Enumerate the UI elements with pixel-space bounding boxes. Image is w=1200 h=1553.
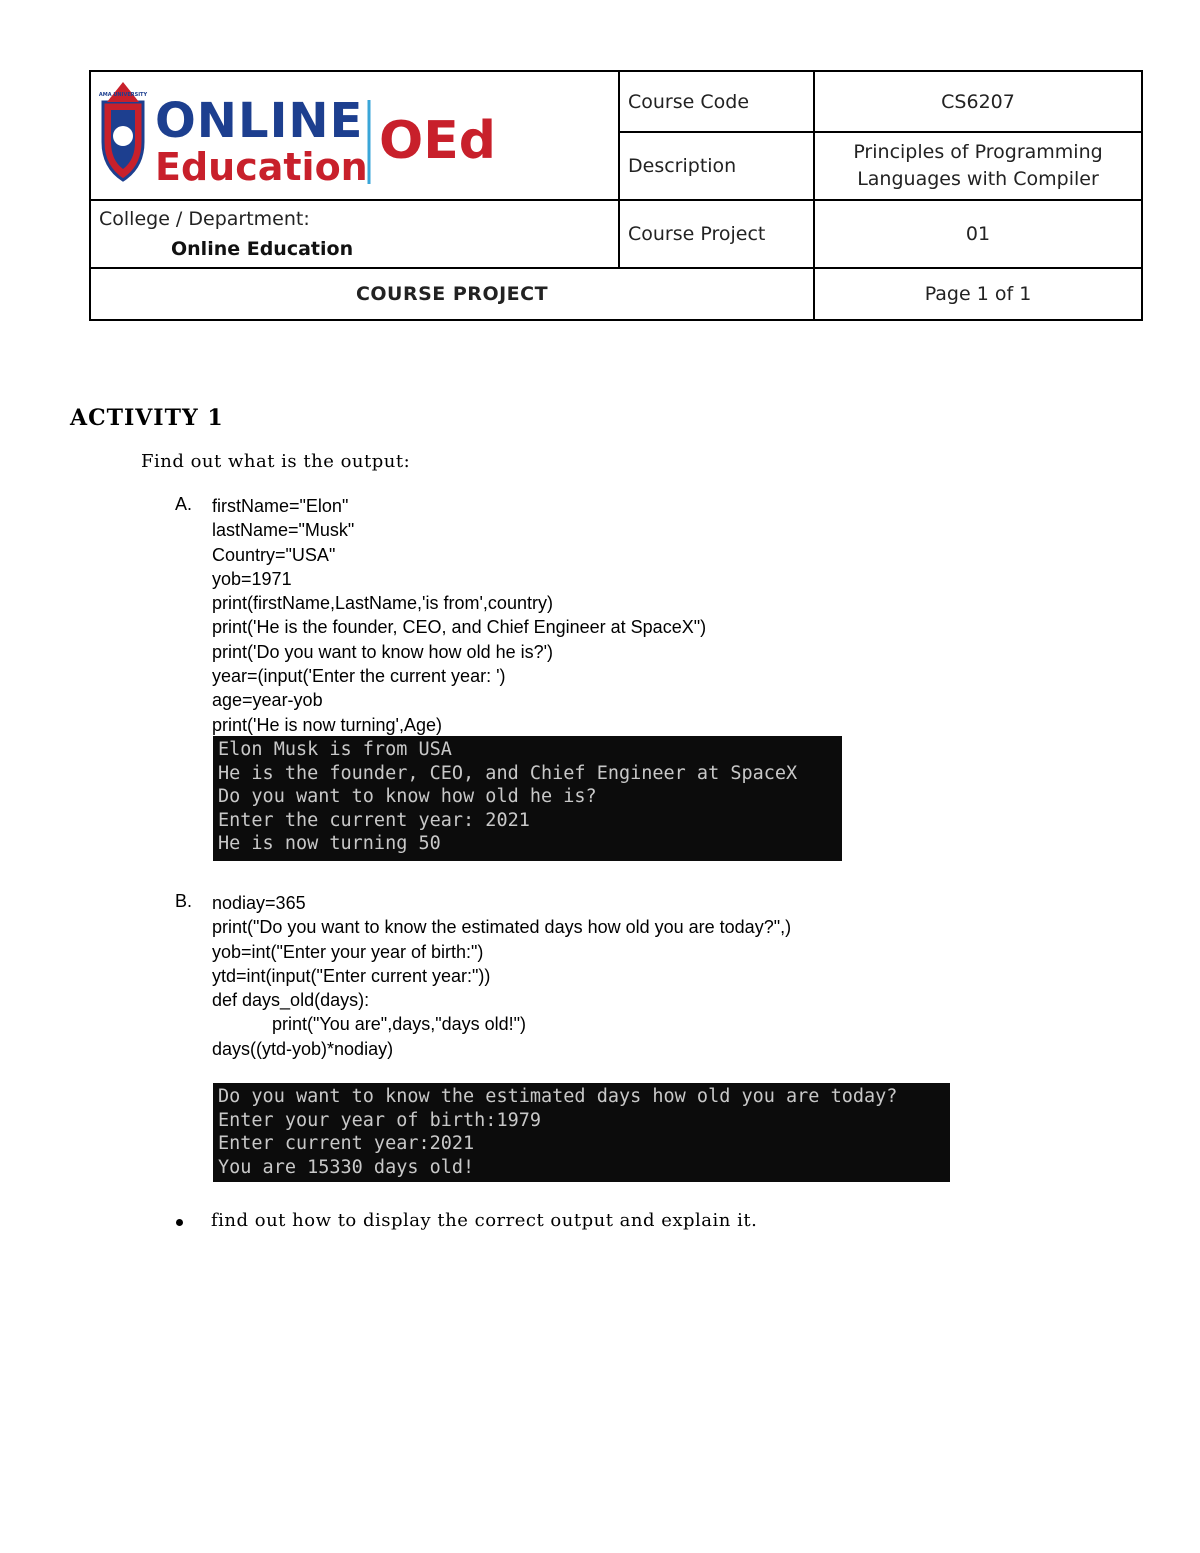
console-line: Enter current year:2021 — [218, 1133, 475, 1154]
console-line: He is now turning 50 — [218, 833, 441, 854]
code-line: year=(input('Enter the current year: ') — [212, 666, 506, 687]
console-line: You are 15330 days old! — [218, 1156, 475, 1178]
item-a-console-output — [213, 736, 842, 861]
code-line: Country="USA" — [212, 544, 336, 565]
code-line: nodiay=365 — [212, 893, 306, 913]
activity-title: ACTIVITY 1 — [70, 405, 224, 431]
code-line: yob=1971 — [212, 568, 292, 589]
course-code-label: Course Code — [619, 71, 814, 132]
console-line: Enter your year of birth:1979 — [218, 1109, 542, 1131]
code-line: yob=int("Enter your year of birth:") — [212, 941, 484, 962]
bullet-icon — [176, 1219, 183, 1226]
console-line: He is the founder, CEO, and Chief Engineer at SpaceX — [218, 762, 798, 784]
item-b-console-output — [213, 1083, 950, 1182]
item-b-code — [212, 891, 791, 1061]
console-line: Do you want to know how old he is? — [218, 786, 597, 807]
code-line: print('He is the founder, CEO, and Chief Engineer at SpaceX") — [212, 617, 707, 638]
code-line: firstName="Elon" — [212, 496, 349, 516]
college-label: College / Department: — [99, 208, 310, 230]
ama-seal-text: AMA UNIVERSITY — [98, 92, 148, 98]
console-line: Do you want to know the estimated days how old you are today? — [218, 1086, 898, 1107]
activity-instruction: Find out what is the output: — [141, 451, 411, 472]
code-line: print('Do you want to know how old he is?') — [212, 641, 554, 662]
code-line: lastName="Musk" — [212, 520, 355, 541]
course-project-label: Course Project — [619, 200, 814, 268]
code-line: print("You are",days,"days old!") — [212, 1014, 527, 1035]
page-number: Page 1 of 1 — [814, 268, 1142, 320]
description-value — [814, 132, 1142, 200]
code-line: print(firstName,LastName,'is from',country) — [212, 593, 553, 614]
code-line: print('He is now turning',Age) — [212, 714, 442, 735]
description-label: Description — [619, 132, 814, 200]
code-line: age=year-yob — [212, 690, 323, 711]
code-line: ytd=int(input("Enter current year:")) — [212, 965, 491, 986]
online-education-logo — [91, 72, 618, 199]
college-department-cell — [90, 200, 619, 268]
item-a-code — [212, 494, 706, 737]
course-project-value: 01 — [814, 200, 1142, 268]
college-value: Online Education — [171, 238, 354, 260]
document-title: COURSE PROJECT — [90, 268, 814, 320]
course-code-value: CS6207 — [814, 71, 1142, 132]
code-line: def days_old(days): — [212, 990, 370, 1011]
logo-brand-short: OEd — [379, 111, 496, 171]
item-b-marker: B. — [175, 891, 193, 911]
code-line: print("Do you want to know the estimated days how old you are today?",) — [212, 917, 792, 938]
code-line: days((ytd-yob)*nodiay) — [212, 1038, 394, 1059]
item-a-marker: A. — [175, 494, 193, 514]
console-line: Enter the current year: 2021 — [218, 809, 530, 831]
bullet-text: find out how to display the correct output and explain it. — [211, 1210, 758, 1231]
logo-graphic — [91, 72, 620, 199]
logo-brand-line1: ONLINE — [155, 93, 364, 149]
description-value-line2: Languages with Compiler — [857, 168, 1099, 190]
logo-cell — [90, 71, 619, 200]
description-value-line1: Principles of Programming — [853, 141, 1103, 163]
document-header-table — [89, 70, 1143, 321]
console-line: Elon Musk is from USA — [218, 739, 452, 760]
logo-brand-line2: Education — [155, 145, 368, 189]
